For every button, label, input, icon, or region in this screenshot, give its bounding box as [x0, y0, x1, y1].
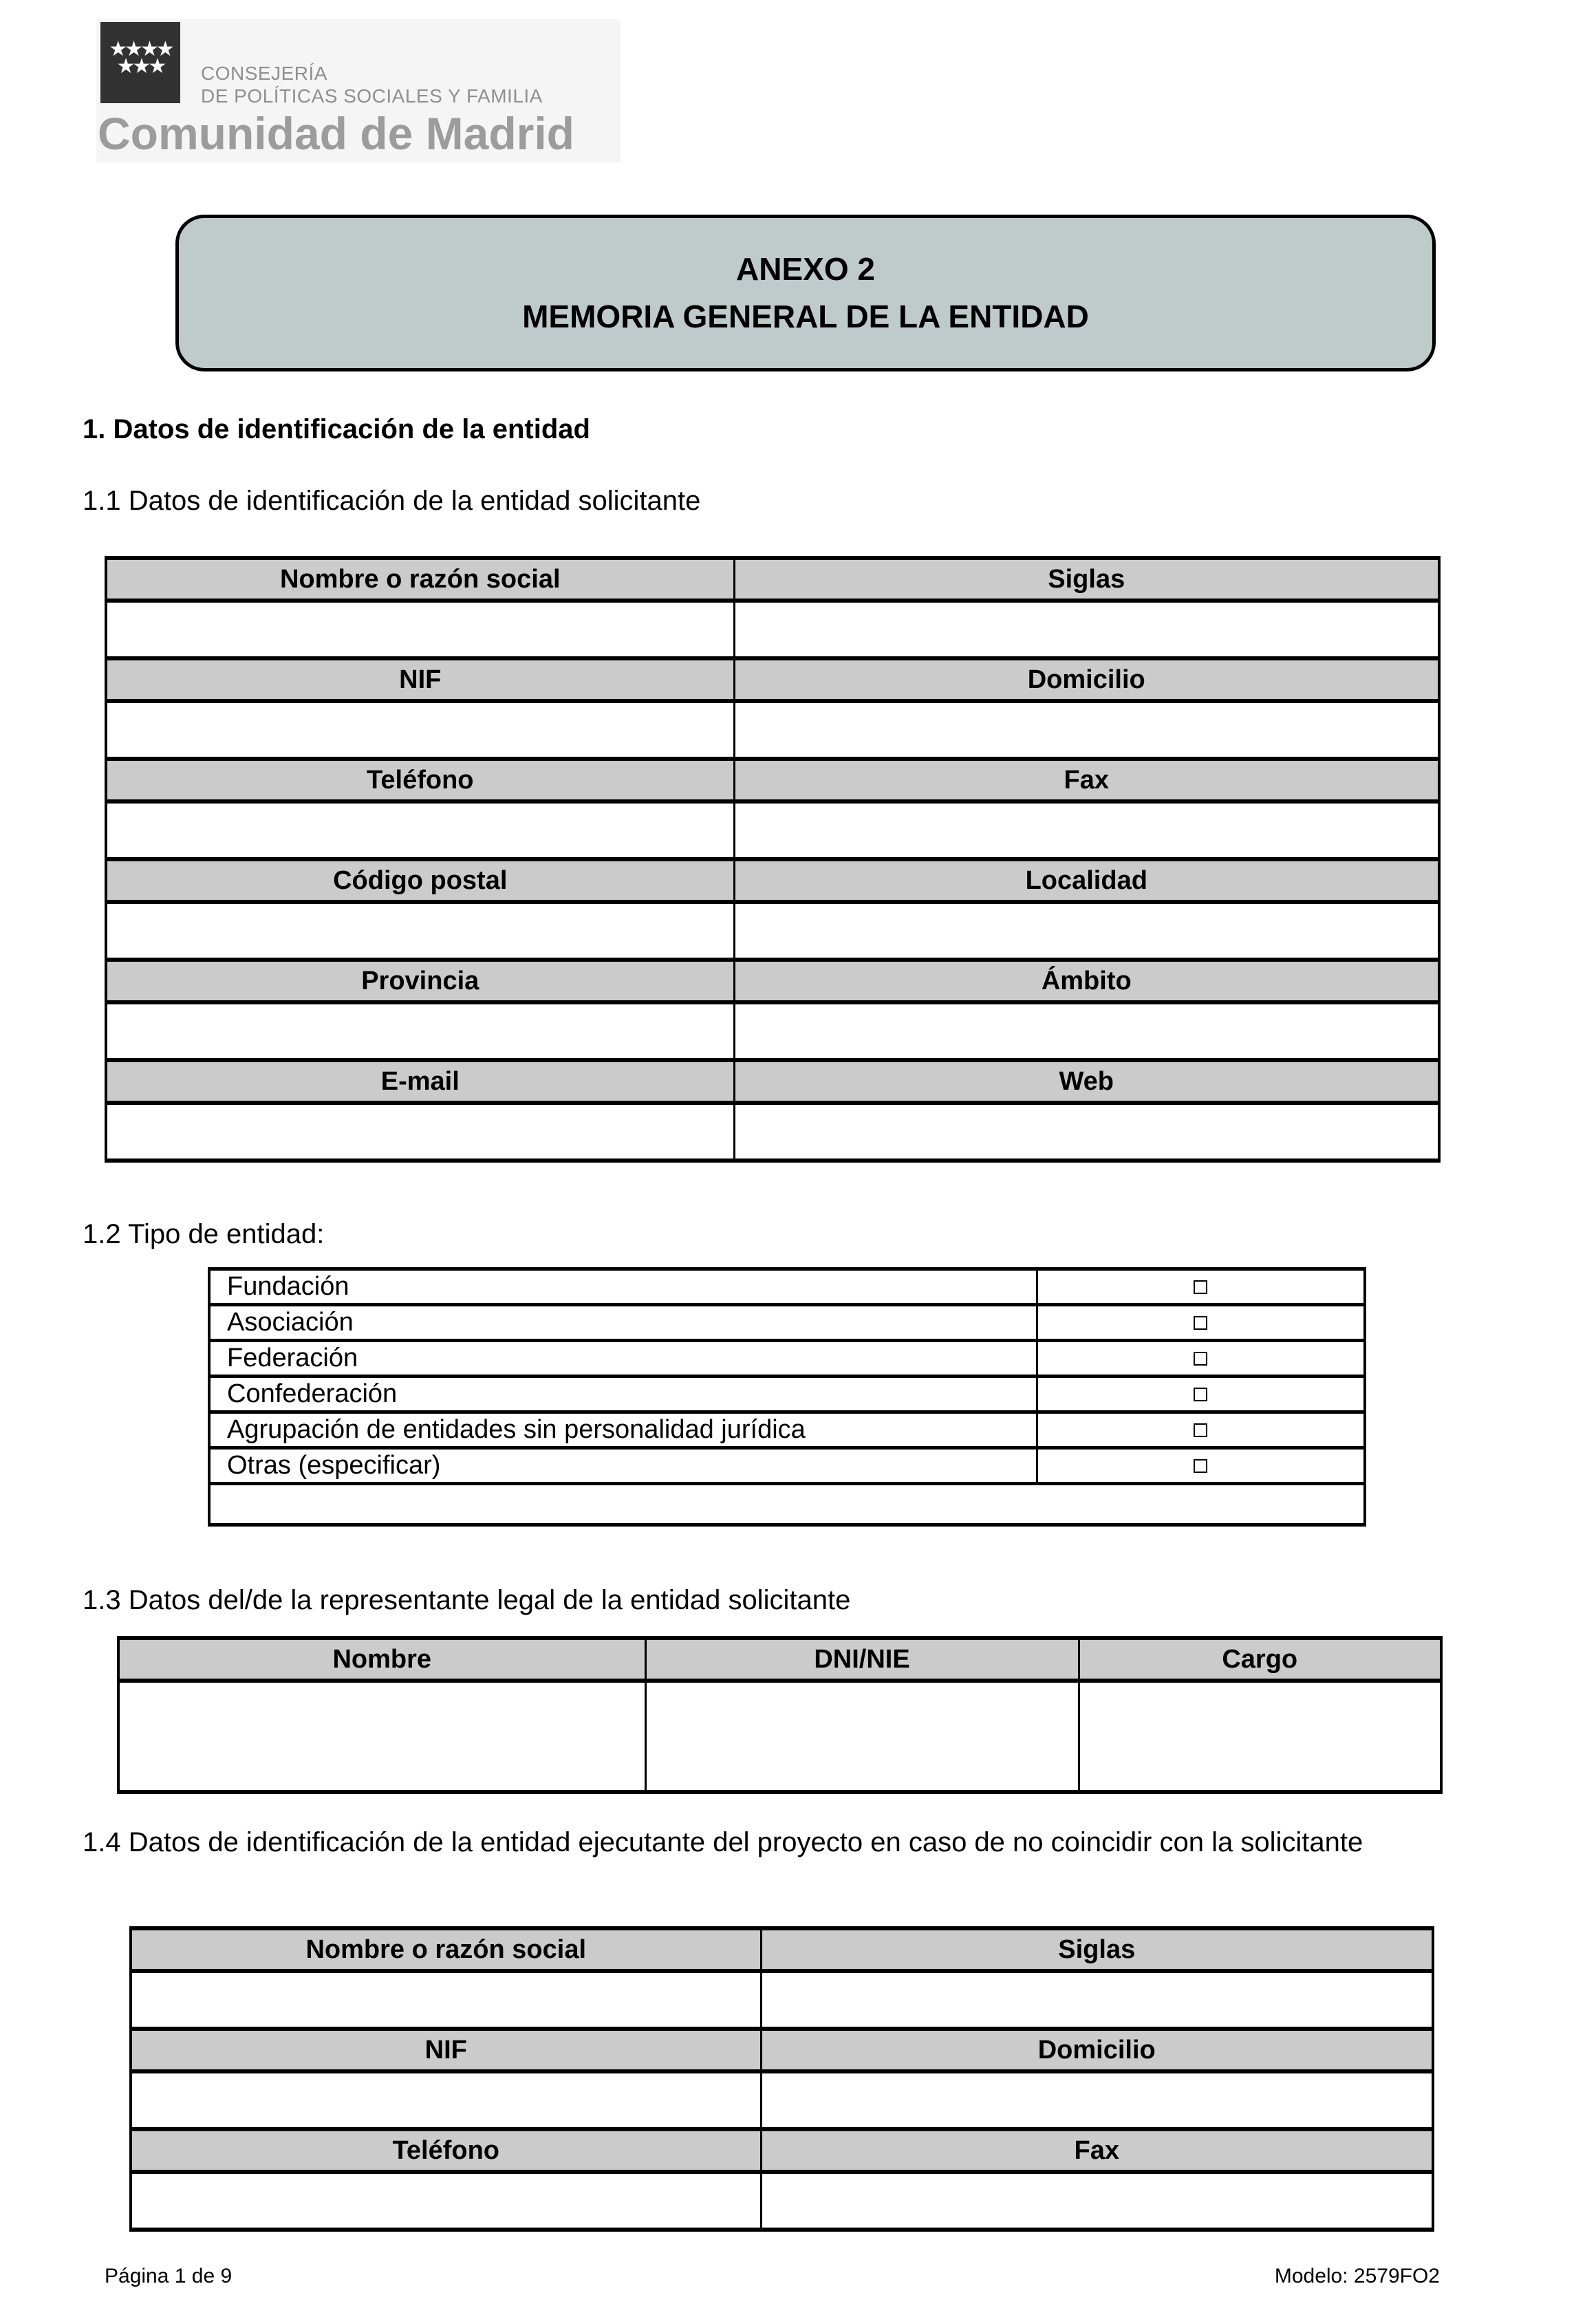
checkbox-cell-asociacion[interactable]: [1037, 1305, 1365, 1341]
checkbox-otras-icon[interactable]: [1194, 1459, 1207, 1473]
section-1-2-heading: 1.2 Tipo de entidad:: [83, 1219, 325, 1249]
input-cell-nif[interactable]: [106, 701, 734, 759]
header-siglas: Siglas: [734, 558, 1439, 601]
section-1-3-heading: 1.3 Datos del/de la representante legal de la entidad solicitante: [83, 1585, 851, 1615]
header-ejecutante-telefono: Teléfono: [131, 2129, 761, 2172]
header-ejecutante-fax: Fax: [761, 2129, 1433, 2172]
comunidad-madrid-logo: [96, 19, 621, 162]
checkbox-cell-confederacion[interactable]: [1037, 1377, 1365, 1412]
annex-title-line1: ANEXO 2: [736, 251, 875, 287]
input-cell-representante-dni-nie[interactable]: [645, 1681, 1079, 1792]
header-ejecutante-nombre-o-razon-social: Nombre o razón social: [131, 1928, 761, 1971]
input-cell-web[interactable]: [734, 1103, 1439, 1161]
input-cell-ambito[interactable]: [734, 1002, 1439, 1060]
checkbox-fundacion-icon[interactable]: [1194, 1280, 1207, 1294]
madrid-flag-icon: [100, 22, 180, 103]
input-cell-nombre-o-razon-social[interactable]: [106, 601, 734, 658]
header-localidad: Localidad: [734, 859, 1439, 902]
option-label-fundacion: Fundación: [209, 1269, 1037, 1305]
flag-stars-row-1: ★★★★: [109, 38, 172, 61]
header-ejecutante-domicilio: Domicilio: [761, 2029, 1433, 2071]
department-line-1: CONSEJERÍA: [201, 63, 327, 84]
header-web: Web: [734, 1060, 1439, 1103]
region-wordmark: Comunidad de Madrid: [98, 108, 574, 159]
checkbox-cell-otras[interactable]: [1037, 1448, 1365, 1484]
input-cell-fax[interactable]: [734, 801, 1439, 859]
header-email: E-mail: [106, 1060, 734, 1103]
flag-stars-row-2: ★★★: [116, 54, 164, 78]
header-codigo-postal: Código postal: [106, 859, 734, 902]
input-cell-codigo-postal[interactable]: [106, 902, 734, 960]
input-cell-localidad[interactable]: [734, 902, 1439, 960]
input-cell-ejecutante-fax[interactable]: [761, 2172, 1433, 2230]
checkbox-federacion-icon[interactable]: [1194, 1352, 1207, 1366]
section-1-heading: 1. Datos de identificación de la entidad: [83, 414, 590, 444]
header-telefono: Teléfono: [106, 759, 734, 801]
section-1-4-heading: 1.4 Datos de identificación de la entidad ejecutante del proyecto en caso de no coincidir con la solicitante: [83, 1827, 1363, 1857]
input-cell-ejecutante-siglas[interactable]: [761, 1971, 1433, 2029]
input-cell-ejecutante-domicilio[interactable]: [761, 2071, 1433, 2129]
table-entity-identification: [105, 556, 1441, 1163]
input-cell-telefono[interactable]: [106, 801, 734, 859]
input-cell-siglas[interactable]: [734, 601, 1439, 658]
annex-title-line2: MEMORIA GENERAL DE LA ENTIDAD: [522, 299, 1089, 334]
option-label-agrupacion: Agrupación de entidades sin personalidad jurídica: [209, 1412, 1037, 1448]
department-name: [201, 62, 543, 107]
header-dni-nie: DNI/NIE: [645, 1638, 1079, 1681]
header-fax: Fax: [734, 759, 1439, 801]
checkbox-cell-federacion[interactable]: [1037, 1341, 1365, 1377]
table-executing-entity: [129, 1926, 1434, 2232]
form-model-code: Modelo: 2579FO2: [1274, 2265, 1440, 2287]
input-cell-representante-cargo[interactable]: [1079, 1681, 1441, 1792]
table-legal-representative: [117, 1636, 1443, 1794]
header-nif: NIF: [106, 658, 734, 701]
input-cell-email[interactable]: [106, 1103, 734, 1161]
input-cell-ejecutante-nif[interactable]: [131, 2071, 761, 2129]
input-cell-representante-nombre[interactable]: [118, 1681, 645, 1792]
checkbox-asociacion-icon[interactable]: [1194, 1316, 1207, 1330]
header-ejecutante-nif: NIF: [131, 2029, 761, 2071]
option-label-confederacion: Confederación: [209, 1377, 1037, 1412]
checkbox-confederacion-icon[interactable]: [1194, 1388, 1207, 1401]
header-domicilio: Domicilio: [734, 658, 1439, 701]
input-cell-domicilio[interactable]: [734, 701, 1439, 759]
header-nombre-o-razon-social: Nombre o razón social: [106, 558, 734, 601]
header-nombre: Nombre: [118, 1638, 645, 1681]
section-1-1-heading: 1.1 Datos de identificación de la entidad solicitante: [83, 486, 701, 516]
checkbox-cell-fundacion[interactable]: [1037, 1269, 1365, 1305]
header-ejecutante-siglas: Siglas: [761, 1928, 1433, 1971]
table-entity-type: [208, 1267, 1366, 1527]
input-cell-ejecutante-telefono[interactable]: [131, 2172, 761, 2230]
checkbox-agrupacion-icon[interactable]: [1194, 1423, 1207, 1437]
input-cell-provincia[interactable]: [106, 1002, 734, 1060]
header-ambito: Ámbito: [734, 960, 1439, 1002]
header-cargo: Cargo: [1079, 1638, 1441, 1681]
checkbox-cell-agrupacion[interactable]: [1037, 1412, 1365, 1448]
input-cell-otras-especificar[interactable]: [209, 1484, 1365, 1525]
option-label-otras: Otras (especificar): [209, 1448, 1037, 1484]
input-cell-ejecutante-nombre[interactable]: [131, 1971, 761, 2029]
header-provincia: Provincia: [106, 960, 734, 1002]
department-line-2: DE POLÍTICAS SOCIALES Y FAMILIA: [201, 85, 543, 107]
option-label-asociacion: Asociación: [209, 1305, 1037, 1341]
annex-title-box: [175, 215, 1436, 371]
option-label-federacion: Federación: [209, 1341, 1037, 1377]
page-number: Página 1 de 9: [105, 2265, 233, 2287]
